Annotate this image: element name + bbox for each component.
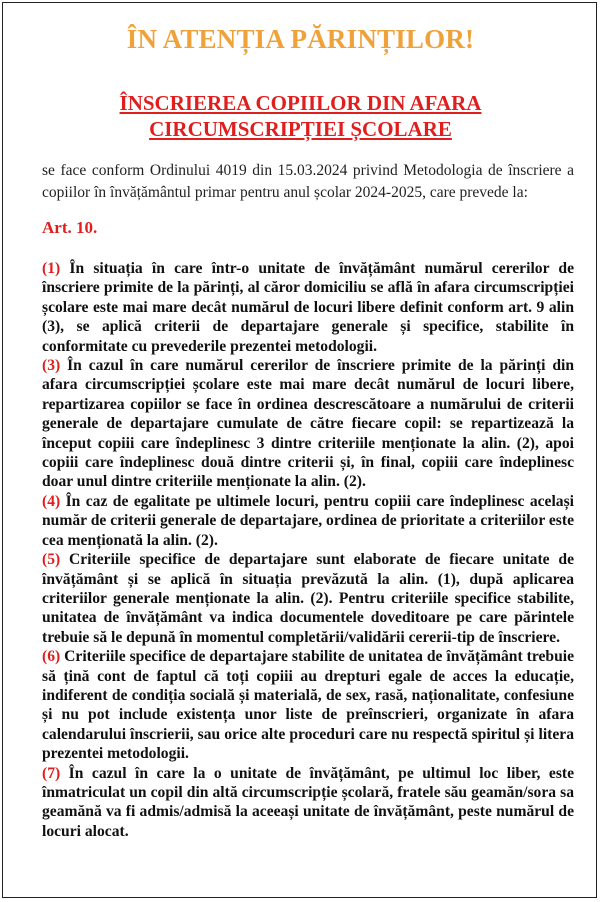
paragraph-7 — [42, 764, 574, 842]
paragraph-text: În situația în care într-o unitate de învățământ numărul cererilor de înscriere primite de la părinți, al căror domiciliu se află în afara circumscripției școlare este mai mare decât numărul de locuri libere definit conform art. 9 alin (3), se aplică criterii de departajare generale și specifice, stabilite în conformitate cu prevederile prezentei metodologii. — [42, 260, 574, 355]
subtitle-line-1: ÎNSCRIEREA COPIILOR DIN AFARA — [119, 91, 482, 115]
paragraph-1 — [42, 259, 574, 356]
article-body — [42, 259, 574, 841]
paragraph-number: (6) — [42, 648, 61, 666]
paragraph-text: Criteriile specifice de departajare stabilite de unitatea de învățământ trebuie să țină cont de faptul că toți copiii au drepturi egale de acces la educație, indiferent de condiția socială și materială, de sex, rasă, naționalitate, confesiune și nu pot include existența unor liste de preînscrieri, organizate în afara calendarului înscrierii, sau orice alte proceduri care nu respectă spiritul și litera prezentei metodologii. — [42, 648, 574, 763]
paragraph-text: În cazul în care la o unitate de învățământ, pe ultimul loc liber, este înmatriculat un copil din altă circumscripție școlară, fratele său geamăn/sora sa geamănă va fi admis/admisă la aceeași unitate de învățământ, peste numărul de locuri alocat. — [42, 764, 574, 840]
paragraph-5 — [42, 550, 574, 647]
paragraph-number: (5) — [42, 551, 61, 569]
article-heading: Art. 10. — [42, 218, 98, 237]
paragraph-4 — [42, 492, 574, 550]
paragraph-number: (1) — [42, 260, 61, 277]
page-subtitle — [0, 90, 601, 142]
paragraph-number: (3) — [42, 357, 61, 375]
page-title: ÎN ATENȚIA PĂRINȚILOR! — [126, 24, 475, 54]
paragraph-number: (7) — [42, 764, 61, 782]
paragraph-text: În cazul în care numărul cererilor de înscriere primite de la părinți din afara circumscripției școlare este mai mare decât numărul de locuri libere, repartizarea copiilor se face în ordinea descrescătoare a numărului de criterii generale de departajare cumulate de către fiecare copil: se repartizează la început copiii care îndeplinesc 3 dintre criteriile menționate la alin. (2), apoi copiii care îndeplinesc două dintre criterii și, în final, copiii care îndeplinesc doar unul dintre criteriile menționate la alin. (2). — [42, 357, 574, 491]
paragraph-number: (4) — [42, 492, 61, 510]
intro-paragraph: se face conform Ordinului 4019 din 15.03.2024 privind Metodologia de înscriere a copiilor în învățământul primar pentru anul școlar 2024-2025, care prevede la: — [42, 162, 574, 201]
paragraph-3 — [42, 356, 574, 492]
paragraph-text: În caz de egalitate pe ultimele locuri, pentru copiii care îndeplinesc același număr de criterii generale de departajare, ordinea de prioritate a criteriilor este cea menționată la alin. (2). — [42, 492, 574, 549]
paragraph-text: Criteriile specifice de departajare sunt elaborate de fiecare unitate de învățământ și se aplică în situația prevăzută la alin. (1), după aplicarea criteriilor generale menționate la alin. (2). Pentru criteriile specifice stabilite, unitatea de învățământ va indica documentele doveditoare pe care părintele trebuie să le depună în momentul completării/validării cererii-tip de înscriere. — [42, 551, 574, 646]
paragraph-6 — [42, 647, 574, 763]
subtitle-line-2: CIRCUMSCRIPȚIEI ȘCOLARE — [149, 117, 452, 141]
